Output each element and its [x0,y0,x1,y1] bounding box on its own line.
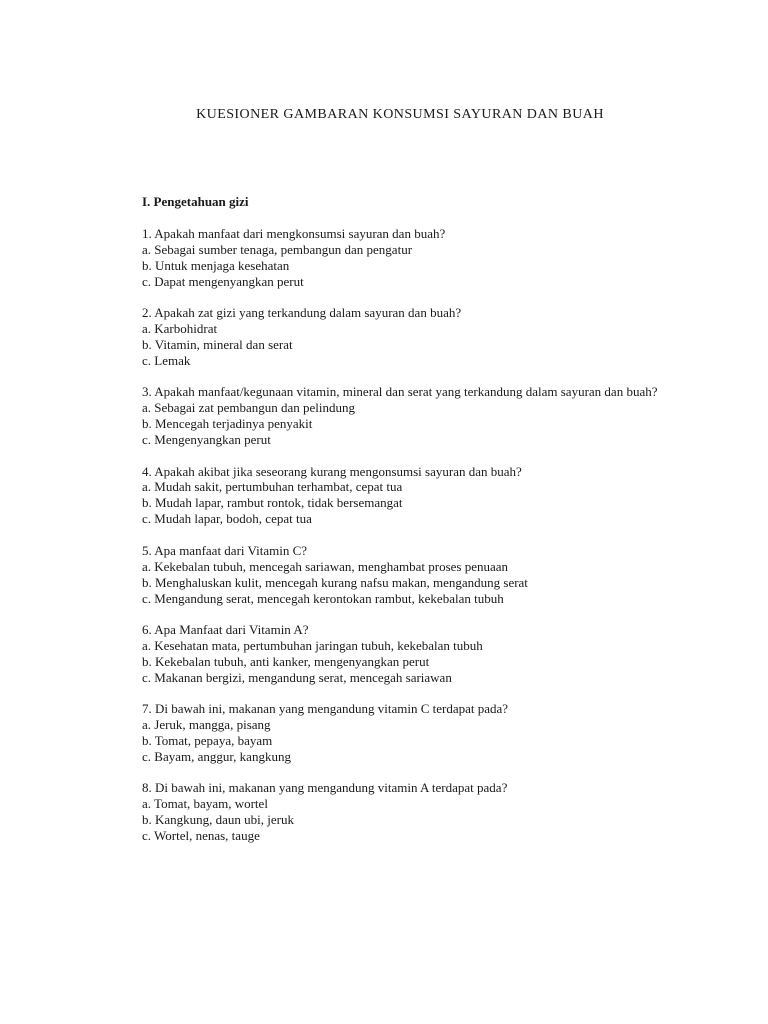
option-b: b. Untuk menjaga kesehatan [142,257,290,273]
option-c: c. Wortel, nenas, tauge [142,828,260,844]
question-8 [142,780,682,844]
question-6 [142,622,682,686]
option-a: a. Karbohidrat [142,321,218,337]
question-3 [142,384,682,448]
question-text: 5. Apa manfaat dari Vitamin C? [142,542,308,558]
option-b: b. Vitamin, mineral dan serat [142,336,293,352]
option-b: b. Tomat, pepaya, bayam [142,733,273,749]
option-a: a. Jeruk, mangga, pisang [142,717,271,733]
option-b: b. Menghaluskan kulit, mencegah kurang nafsu makan, mengandung serat [142,574,528,590]
question-5 [142,543,682,607]
option-a: a. Kekebalan tubuh, mencegah sariawan, menghambat proses penuaan [142,558,509,574]
question-text: 6. Apa Manfaat dari Vitamin A? [142,622,309,637]
option-a: a. Tomat, bayam, wortel [142,796,268,812]
option-c: c. Mengenyangkan perut [142,432,271,448]
section-heading: I. Pengetahuan gizi [142,194,249,209]
question-7 [142,701,682,765]
option-b: b. Mencegah terjadinya penyakit [142,416,313,432]
document-body [142,194,682,860]
option-a: a. Sebagai sumber tenaga, pembangun dan pengatur [142,241,413,257]
question-text: 3. Apakah manfaat/kegunaan vitamin, mineral dan serat yang terkandung dalam sayuran dan buah? [142,384,658,400]
option-c: c. Lemak [142,352,191,368]
option-b: b. Kekebalan tubuh, anti kanker, mengenyangkan perut [142,653,430,669]
option-c: c. Makanan bergizi, mengandung serat, mencegah sariawan [142,669,452,685]
option-b: b. Mudah lapar, rambut rontok, tidak bersemangat [142,495,403,511]
document-title: KUESIONER GAMBARAN KONSUMSI SAYURAN DAN BUAH [196,107,604,122]
option-a: a. Sebagai zat pembangun dan pelindung [142,400,355,416]
question-4 [142,464,682,528]
option-b: b. Kangkung, daun ubi, jeruk [142,812,295,828]
question-text: 8. Di bawah ini, makanan yang mengandung vitamin A terdapat pada? [142,780,508,796]
option-a: a. Mudah sakit, pertumbuhan terhambat, cepat tua [142,479,403,495]
option-a: a. Kesehatan mata, pertumbuhan jaringan tubuh, kekebalan tubuh [142,637,483,653]
question-text: 1. Apakah manfaat dari mengkonsumsi sayuran dan buah? [142,225,446,241]
question-text: 2. Apakah zat gizi yang terkandung dalam sayuran dan buah? [142,305,462,321]
option-c: c. Mudah lapar, bodoh, cepat tua [142,511,312,527]
question-text: 4. Apakah akibat jika seseorang kurang mengonsumsi sayuran dan buah? [142,463,522,479]
option-c: c. Mengandung serat, mencegah kerontokan rambut, kekebalan tubuh [142,590,504,606]
option-c: c. Dapat mengenyangkan perut [142,273,304,289]
question-1 [142,226,682,290]
question-2 [142,305,682,369]
question-text: 7. Di bawah ini, makanan yang mengandung vitamin C terdapat pada? [142,701,509,717]
option-c: c. Bayam, anggur, kangkung [142,748,291,764]
